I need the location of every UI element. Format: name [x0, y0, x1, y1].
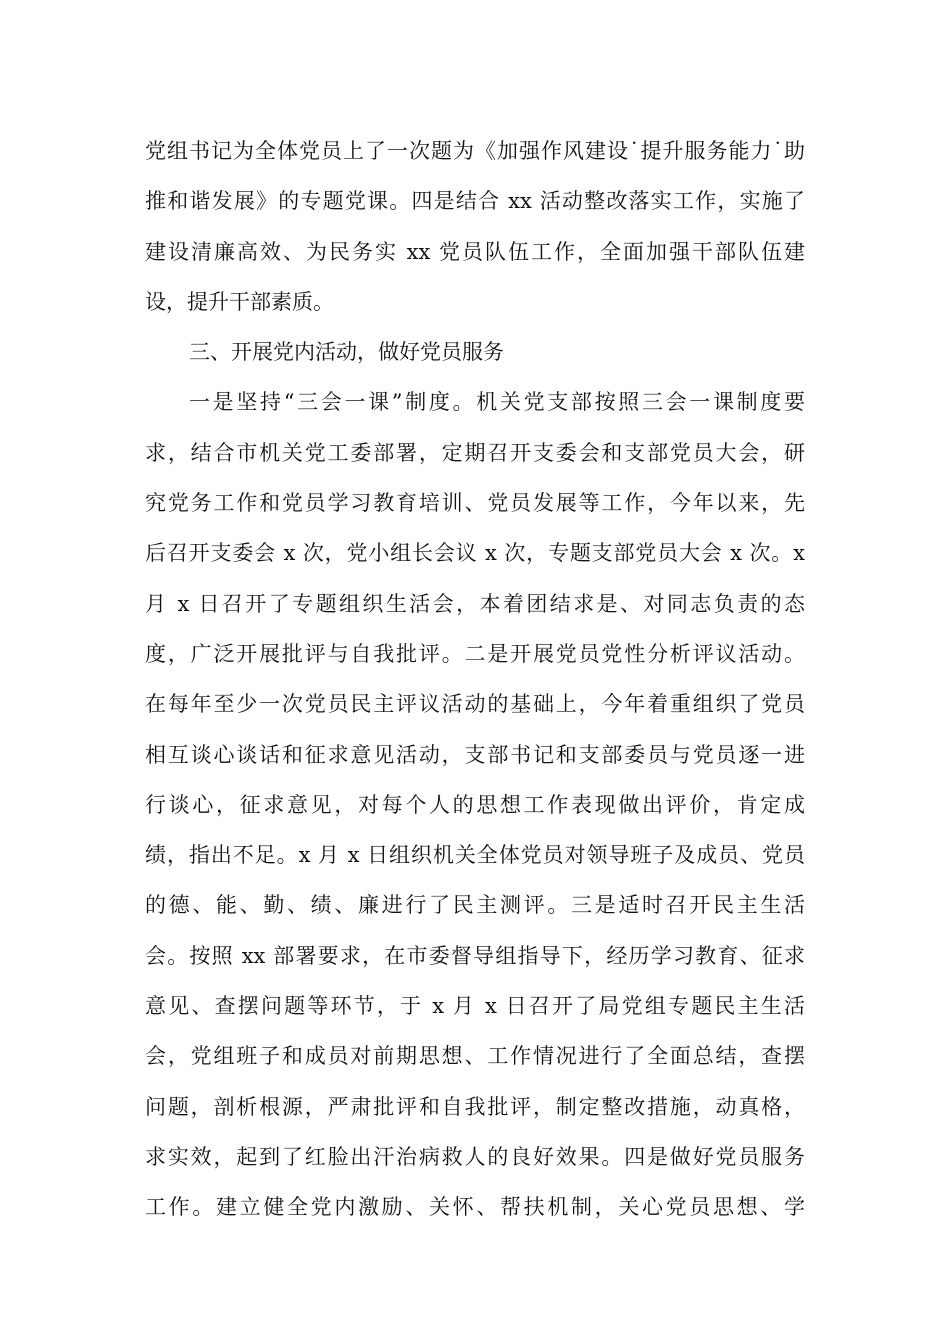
text-line: 会，党组班子和成员对前期思想、工作情况进行了全面总结，查摆: [145, 1044, 805, 1069]
text-line: 会。按照 xx 部署要求，在市委督导组指导下，经历学习教育、征求: [145, 943, 805, 968]
text-line: 在每年至少一次党员民主评议活动的基础上，今年着重组织了党员: [145, 692, 805, 717]
text-line: 问题，剖析根源，严肃批评和自我批评，制定整改措施，动真格，: [145, 1094, 805, 1119]
text-line: 度，广泛开展批评与自我批评。二是开展党员党性分析评议活动。: [145, 641, 805, 666]
text-line: 意见、查摆问题等环节，于 x 月 x 日召开了局党组专题民主生活: [145, 994, 805, 1019]
text-line: 工作。建立健全党内激励、关怀、帮扶机制，关心党员思想、学: [145, 1195, 805, 1220]
text-line: 行谈心，征求意见，对每个人的思想工作表现做出评价，肯定成: [145, 792, 805, 817]
text-line: 的德、能、勤、绩、廉进行了民主测评。三是适时召开民主生活: [145, 893, 805, 918]
text-line: 后召开支委会 x 次，党小组长会议 x 次，专题支部党员大会 x 次。x: [145, 541, 805, 566]
document-body: [145, 126, 805, 1233]
text-line: 求，结合市机关党工委部署，定期召开支委会和支部党员大会，研: [145, 440, 805, 465]
text-line: 三、开展党内活动，做好党员服务: [189, 340, 504, 365]
text-line: 设，提升干部素质。: [145, 289, 334, 314]
text-line: 推和谐发展》的专题党课。四是结合 xx 活动整改落实工作，实施了: [145, 189, 805, 214]
text-line: 相互谈心谈话和征求意见活动，支部书记和支部委员与党员逐一进: [145, 742, 805, 767]
text-line: 究党务工作和党员学习教育培训、党员发展等工作，今年以来，先: [145, 491, 805, 516]
text-line: 求实效，起到了红脸出汗治病救人的良好效果。四是做好党员服务: [145, 1144, 805, 1169]
text-line: 党组书记为全体党员上了一次题为《加强作风建设˙提升服务能力˙助: [145, 139, 805, 163]
text-line: 一是坚持“三会一课”制度。机关党支部按照三会一课制度要: [189, 390, 805, 415]
text-line: 月 x 日召开了专题组织生活会，本着团结求是、对同志负责的态: [145, 591, 805, 616]
text-line: 绩，指出不足。x 月 x 日组织机关全体党员对领导班子及成员、党员: [145, 843, 805, 868]
text-line: 建设清廉高效、为民务实 xx 党员队伍工作，全面加强干部队伍建: [145, 239, 805, 264]
